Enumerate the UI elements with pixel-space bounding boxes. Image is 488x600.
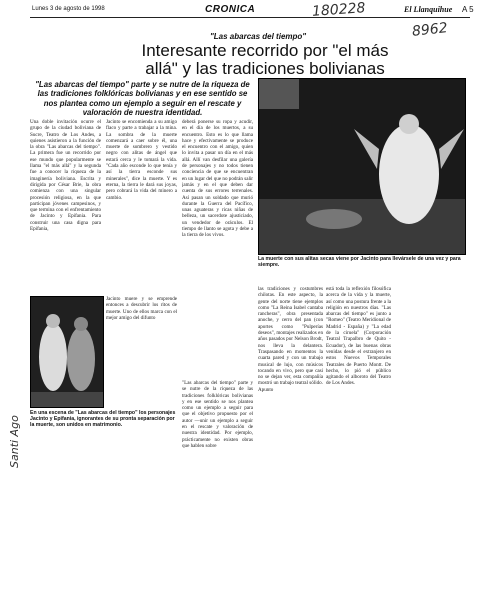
newspaper-name: El Llanquihue	[404, 5, 453, 14]
caption-top-photo: La muerte con sus alitas secas viene por Jacinto para llevársele de una vez y para siempre.	[258, 256, 461, 269]
body-column-2b: Jacinto muere y se emprende entonces a descubrir los ritos de muerte. Uno de ellos marca con el mejor amigo del difunto	[106, 296, 177, 321]
handwritten-note-top: 180228	[311, 0, 366, 20]
stage-photo-wedding	[30, 296, 104, 408]
issue-date: Lunes 3 de agosto de 1998	[32, 6, 105, 12]
handwritten-note-side: Santi Ago	[8, 415, 21, 468]
stage-photo-death	[258, 78, 466, 255]
header-rule	[30, 17, 470, 18]
body-column-4: las tradiciones y costumbres chilotas. En este aspecto, la gente del norte tiene ejemplos como "La Reina Isabel cantaba rancheras", obra presentada anoche, y cerro del pan (con aportes como "Pulperías deseos", montajes realizados en años pasados por Nelson Brodt, nos lleva la delantera. Traspasando en momentos la cuarta pared y con un trabajo musical de lujo, con músicos tocando en vivo, pero que casi no se dejan ver, esta compañía mostró un trabajo teatral sólido. Apunto	[258, 286, 323, 393]
page-number: A 5	[462, 5, 474, 14]
section-name: CRONICA	[205, 4, 256, 15]
article-title: Interesante recorrido por "el más allá" y las tradiciones bolivianas	[141, 41, 389, 78]
body-column-3: deberá ponerse su ropa y acudir, en el día de los muertos, a su encuentro. Esto es lo que llama hace y efectivamente se produce el encuentro con el amigo, quien lo invita a pasar un día en el más allá. Allí van desfilar una galería de personajes y no todos tienen conciencia de que se encuentran en un lugar del que no podrán salir jamás y en el que deben dar cuenta de sus errores terrenales. Así pasan un soldado que murió durante la Guerra del Pacífico, unas aguateras y ricas niñas de belleza, un sacerdote ajusticiado, un vendedor de oráculos. El tiempo de llanto se agota y debe a la tierra de los vivos.	[182, 119, 253, 239]
body-column-2: Jacinto se encomienda a su amigo flaco y parte a trabajar a la mina. La sombra de la muerte comenzará a caer sobre él, una muerte de sombrero y vestido negro con alitas de ángel que estará cerca y le tomará la vida. "Cada año esconde lo que tenía y así la tierra esconde sus minerales", dice la muerte. Y es eterna, la tierra le dará sus joyas, pero cobrará la vida del minero a cambio.	[106, 119, 177, 201]
body-column-1: Una doble invitación ocurre el grupo de la ciudad boliviana de Sucre, Teatro de Los Andes, a quienes asistieron a la función de la obra "Las abarcas del tiempo". La primera fue un recorrido por ese mundo que popularmente se llama "el más allá" y la segunda fue a conocer la riqueza de la imaginería boliviana. Escrita y dirigida por César Brie, la obra comienza con una singular procesión religiosa, en la que participan jóvenes campesinos, y que termina con el enfrentamiento de Jacinto y Epifania. Para construir una casa digna para Epifania,	[30, 119, 101, 233]
article-kicker: "Las abarcas del tiempo"	[210, 32, 307, 41]
handwritten-note-right: 8962	[411, 20, 449, 40]
body-column-5: está toda la reflexión filosófica acerca de la vida y la muerte, así como una postura frente a la religión en nuestros días. "Las abarcas del tiempo" es junto a "Romeo" (Teatro Meridional de Madrid - España) y "La edad de la ciruela" (Corporación Teatral Trapalbro de Quito - Ecuador), de las buenas obras venidas desde el extranjero en estos Nuevos Temporales Teatrales de Puerto Montt. De hecho, lo pió el público agitando el alboroto del Teatro de Los Andes.	[326, 286, 391, 387]
caption-left-photo: En una escena de "Las abarcas del tiempo" los personajes Jacinto y Epifania, ignorantes de su pronta separación por la muerte, son unidos en matrimonio.	[30, 410, 176, 429]
body-column-3b: "Las abarcas del tiempo" parte y se nutre de la riqueza de las tradiciones folklóricas bolivianas y en ese sentido se nos plantea como un ejemplo a seguir para que el objetivo propuesto por el autor —unir un ejemplo a seguir en el rescate y valoración de nuestra identidad. Por ejemplo, prácticamente no existen obras que hablen sobre	[182, 380, 253, 449]
article-lead: "Las abarcas del tiempo" parte y se nutre de la riqueza de las tradiciones folklóricas bolivianas y en ese sentido se nos plantea como un ejemplo a seguir en el rescate y valoración de nuestra identidad.	[35, 80, 250, 118]
